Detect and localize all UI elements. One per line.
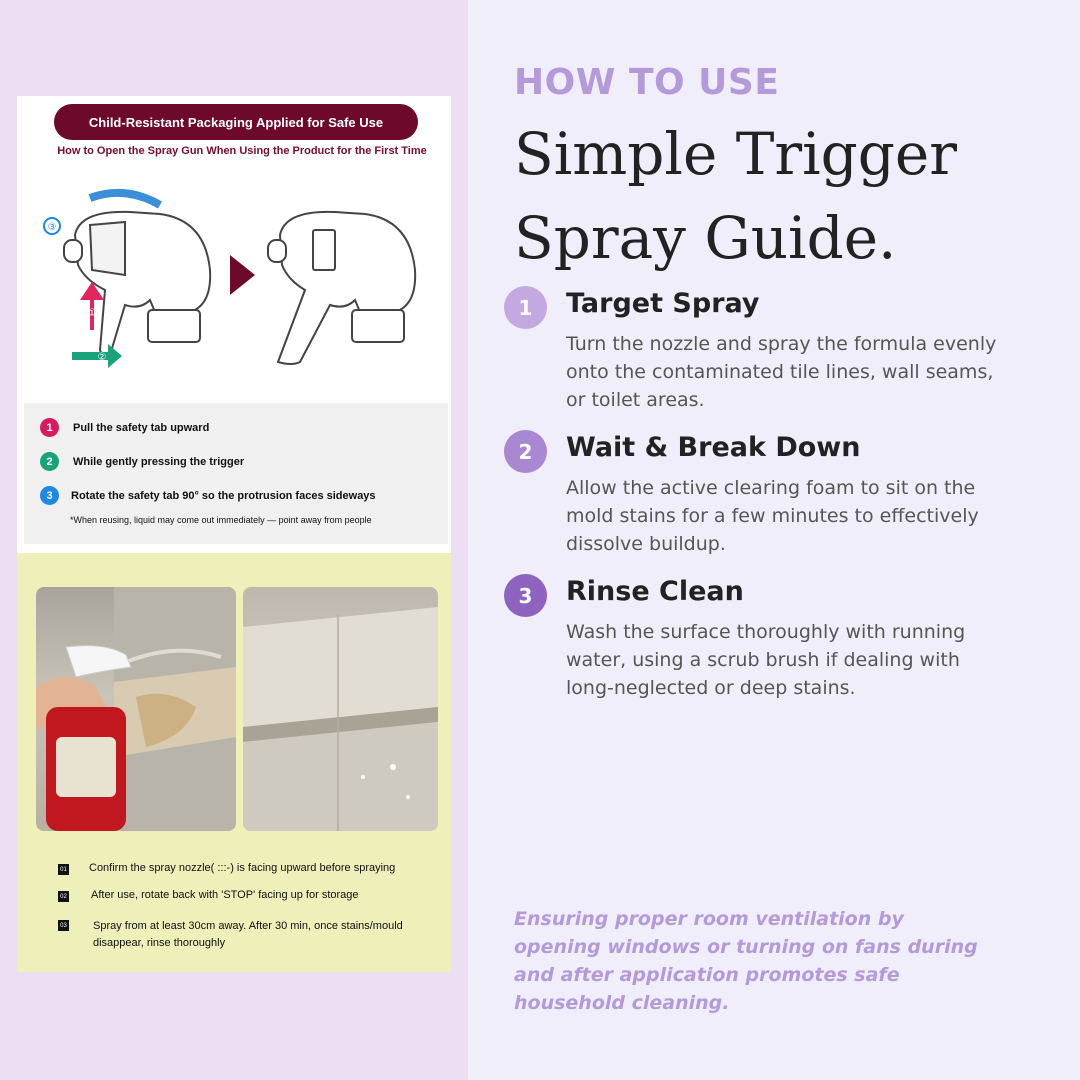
- spray-trigger-diagram: [30, 180, 440, 380]
- step-1-text: Pull the safety tab upward: [73, 421, 210, 434]
- clean-wall-photo: [243, 587, 438, 831]
- step-3: [40, 486, 376, 505]
- title-line-1: Simple Trigger: [514, 120, 957, 188]
- trigger-after-icon: [268, 212, 415, 364]
- guide-step-2-body: Allow the active clearing foam to sit on the mold stains for a few minutes to effectively dissolve buildup.: [566, 477, 979, 555]
- step-2-badge: 2: [40, 452, 59, 471]
- marker-3: ③: [47, 222, 57, 233]
- card-subtitle: How to Open the Spray Gun When Using the Product for the First Time: [57, 145, 427, 157]
- reuse-warning-note: *When reusing, liquid may come out immediately — point away from people: [70, 515, 372, 525]
- tip-2-number: 02: [58, 891, 69, 902]
- step-3-text: Rotate the safety tab 90° so the protrusion faces sideways: [71, 489, 376, 502]
- tip-1-number: 01: [58, 864, 69, 875]
- step-1-badge: 1: [40, 418, 59, 437]
- guide-step-3-body: Wash the surface thoroughly with running water, using a scrub brush if dealing with long-neglected or deep stains.: [566, 621, 966, 699]
- guide-step-1-title: Target Spray: [566, 288, 760, 319]
- guide-step-3-title: Rinse Clean: [566, 576, 744, 607]
- tip-2: [58, 889, 431, 902]
- guide-step-1-badge: 1: [504, 286, 547, 329]
- eyebrow-label: HOW TO USE: [514, 62, 780, 103]
- marker-1: ①: [87, 308, 97, 319]
- step-2: [40, 452, 244, 471]
- guide-step-2-badge: 2: [504, 430, 547, 473]
- marker-2: ②: [97, 352, 107, 363]
- step-2-text: While gently pressing the trigger: [73, 455, 245, 468]
- trigger-before-icon: [64, 212, 210, 359]
- title-line-2: Spray Guide.: [514, 204, 897, 272]
- guide-step-3-badge: 3: [504, 574, 547, 617]
- child-resistant-banner: Child-Resistant Packaging Applied for Safe Use: [54, 104, 418, 140]
- tip-1-text: Confirm the spray nozzle( :::-) is facing upward before spraying: [89, 862, 396, 874]
- ventilation-note: Ensuring proper room ventilation by opening windows or turning on fans during and after application promotes safe household cleaning.: [514, 908, 978, 1014]
- rotate-arrow-icon: [90, 193, 160, 205]
- step-1: [40, 418, 209, 437]
- tip-3-number: 03: [58, 920, 69, 931]
- guide-step-2-title: Wait & Break Down: [566, 432, 861, 463]
- guide-step-1-body: Turn the nozzle and spray the formula evenly onto the contaminated tile lines, wall seams, or toilet areas.: [566, 333, 997, 411]
- up-arrow-icon: [80, 282, 104, 330]
- arrow-right-icon: [230, 255, 255, 295]
- tip-1: [58, 862, 429, 875]
- tip-2-text: After use, rotate back with 'STOP' facing up for storage: [91, 889, 359, 901]
- spraying-photo: [36, 587, 236, 831]
- page-title: [514, 112, 1054, 280]
- step-3-badge: 3: [40, 486, 59, 505]
- tip-3: [58, 918, 423, 952]
- tip-3-text: Spray from at least 30cm away. After 30 min, once stains/mould disappear, rinse thoroughly: [93, 920, 403, 949]
